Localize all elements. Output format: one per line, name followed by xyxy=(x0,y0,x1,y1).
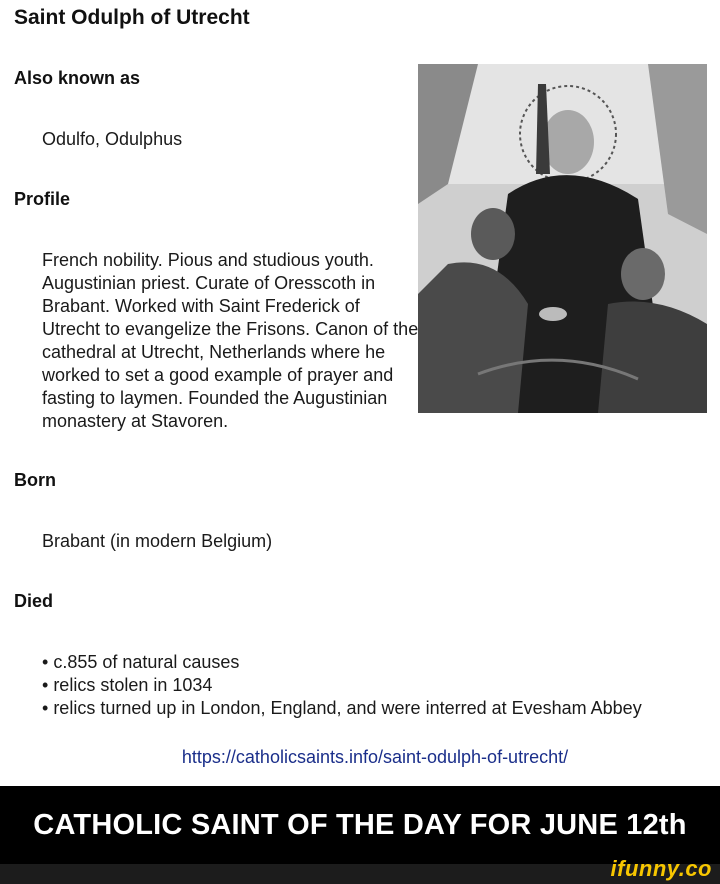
page-title: Saint Odulph of Utrecht xyxy=(14,6,250,29)
died-item: • relics turned up in London, England, and were interred at Evesham Abbey xyxy=(42,697,642,720)
born-text: Brabant (in modern Belgium) xyxy=(42,531,273,551)
profile-text: French nobility. Pious and studious youth. Augustinian priest. Curate of Oresscoth in Brabant. Worked with Saint Frederick of Utrecht to evangelize the Frisons. Canon of the cathedral at Utrecht, Netherlands where he worked to set a good example of prayer and fasting to laymen. Founded the Augustinian monastery at Stavoren. xyxy=(42,250,419,431)
died-item: • c.855 of natural causes xyxy=(42,651,642,674)
born-heading: Born xyxy=(14,470,56,490)
died-heading: Died xyxy=(14,591,54,611)
source-link[interactable]: https://catholicsaints.info/saint-odulph-of-utrecht/ xyxy=(181,747,569,767)
banner xyxy=(0,786,720,864)
died-item: • relics stolen in 1034 xyxy=(42,674,642,697)
died-list xyxy=(42,651,642,720)
also-known-as-text: Odulfo, Odulphus xyxy=(42,129,183,149)
profile-heading: Profile xyxy=(14,189,71,209)
banner-text: CATHOLIC SAINT OF THE DAY FOR JUNE 12th xyxy=(33,808,687,841)
also-known-as-heading: Also known as xyxy=(14,68,141,88)
ifunny-watermark: ifunny.co xyxy=(610,856,712,881)
saint-portrait-engraving xyxy=(418,64,707,413)
